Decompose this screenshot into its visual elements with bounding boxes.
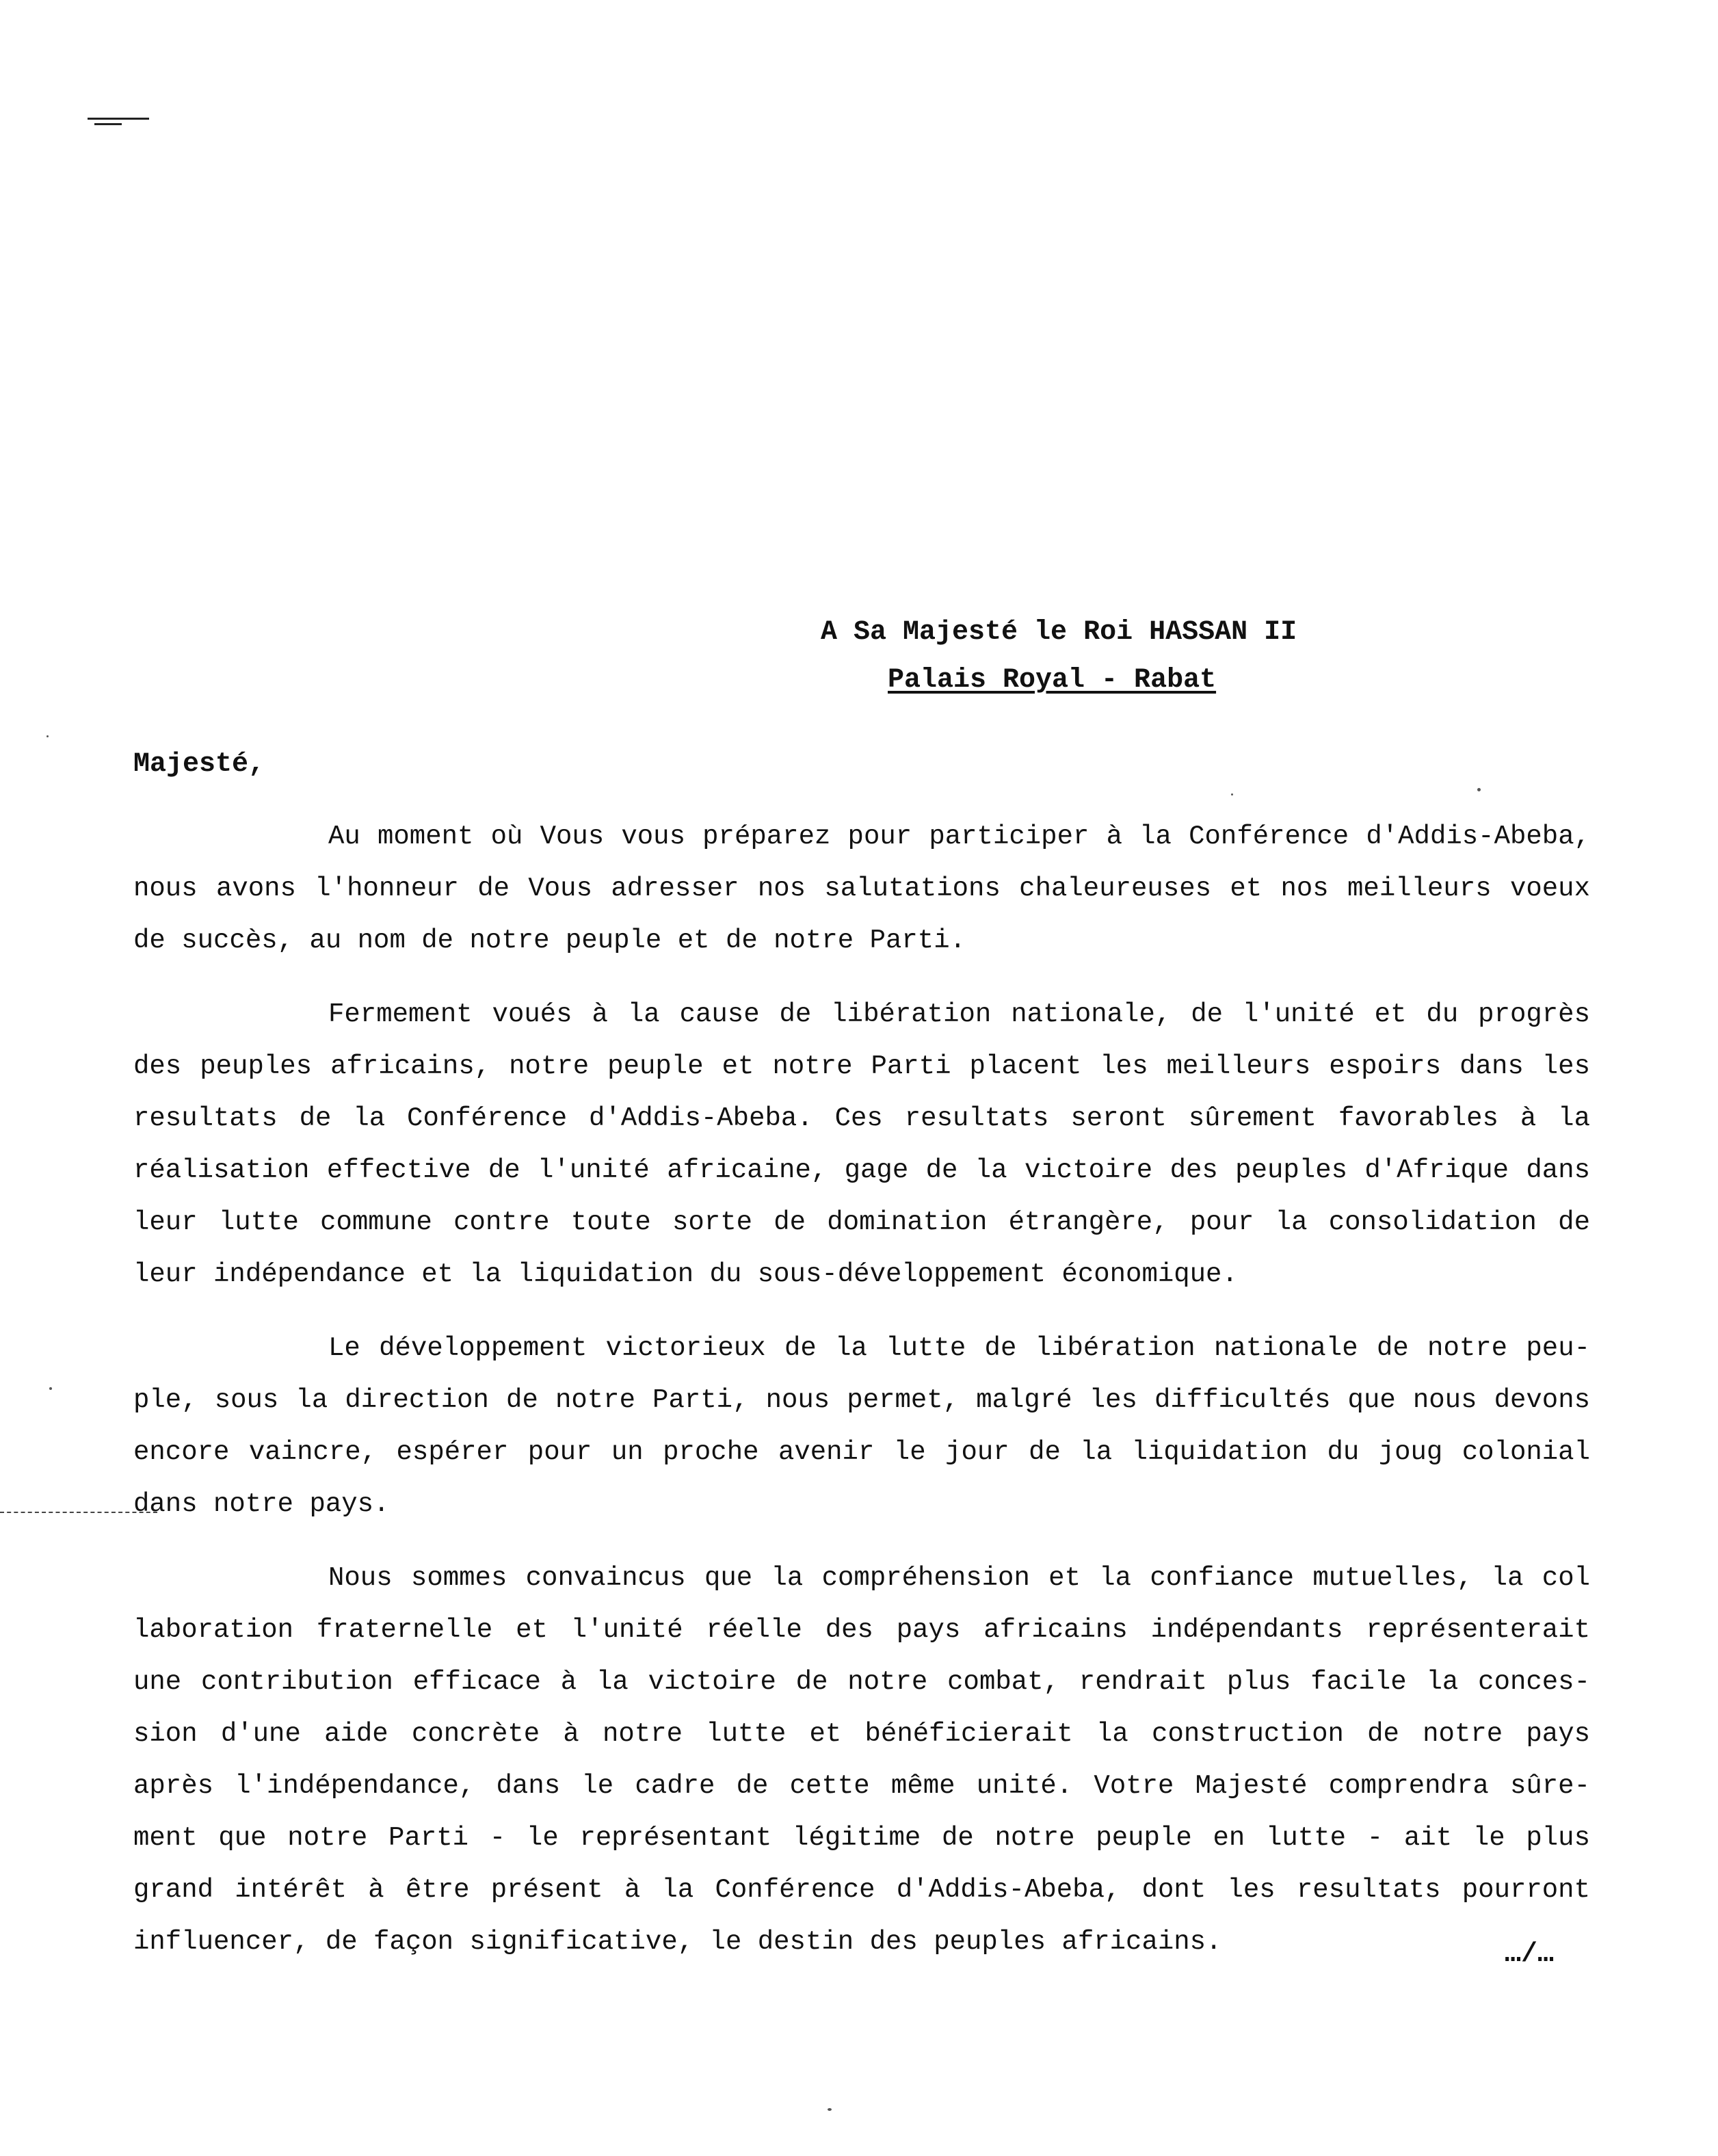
text-line: resultats de la Conférence d'Addis-Abeba. Ces resultats seront sûrement favorables à la (133, 1103, 1590, 1133)
ink-speck (49, 1387, 52, 1390)
text-line: une contribution efficace à la victoire de notre combat, rendrait plus facile la conces- (133, 1667, 1590, 1697)
text-line: Nous sommes convaincus que la compréhension et la confiance mutuelles, la col (328, 1563, 1590, 1593)
text-line: ment que notre Parti - le représentant légitime de notre peuple en lutte - ait le plus (133, 1823, 1590, 1853)
text-line: Fermement voués à la cause de libération nationale, de l'unité et du progrès (328, 999, 1590, 1029)
paragraph (133, 1552, 1590, 1968)
text-line: dans notre pays. (133, 1489, 390, 1519)
text-line: nous avons l'honneur de Vous adresser nos salutations chaleureuses et nos meilleurs voeux (133, 873, 1590, 904)
paragraph (133, 988, 1590, 1300)
text-line: de succès, au nom de notre peuple et de notre Parti. (133, 925, 966, 956)
text-line: leur indépendance et la liquidation du sous-développement économique. (133, 1259, 1238, 1289)
ink-speck (828, 2108, 832, 2111)
page-continuation-mark: …/… (1505, 1939, 1555, 1970)
salutation: Majesté, (133, 749, 265, 780)
paragraph (133, 1322, 1590, 1530)
text-line: des peuples africains, notre peuple et notre Parti placent les meilleurs espoirs dans les (133, 1051, 1590, 1081)
ink-speck (1477, 788, 1481, 791)
text-line: encore vaincre, espérer pour un proche avenir le jour de la liquidation du joug colonial (133, 1437, 1590, 1467)
recipient-name: A Sa Majesté le Roi HASSAN II (821, 617, 1297, 648)
recipient-address (821, 609, 1436, 705)
text-line: ple, sous la direction de notre Parti, nous permet, malgré les difficultés que nous devons (133, 1385, 1590, 1415)
ink-speck (47, 735, 49, 737)
text-line: laboration fraternelle et l'unité réelle des pays africains indépendants représenterait (133, 1615, 1590, 1645)
text-line: Le développement victorieux de la lutte de libération nationale de notre peu- (328, 1333, 1590, 1363)
recipient-location: Palais Royal - Rabat (888, 665, 1217, 696)
text-line: après l'indépendance, dans le cadre de cette même unité. Votre Majesté comprendra sûre- (133, 1771, 1590, 1801)
text-line: sion d'une aide concrète à notre lutte et bénéficierait la construction de notre pays (133, 1719, 1590, 1749)
letter-body (133, 811, 1590, 1990)
ink-mark (88, 115, 156, 129)
text-line: leur lutte commune contre toute sorte de domination étrangère, pour la consolidation de (133, 1207, 1590, 1237)
text-line: réalisation effective de l'unité africaine, gage de la victoire des peuples d'Afrique dans (133, 1155, 1590, 1185)
ink-speck (1231, 793, 1233, 796)
text-line: grand intérêt à être présent à la Conférence d'Addis-Abeba, dont les resultats pourront (133, 1875, 1590, 1905)
text-line: influencer, de façon significative, le destin des peuples africains. (133, 1927, 1222, 1957)
paragraph (133, 811, 1590, 967)
text-line: Au moment où Vous vous préparez pour participer à la Conférence d'Addis-Abeba, (328, 821, 1590, 852)
